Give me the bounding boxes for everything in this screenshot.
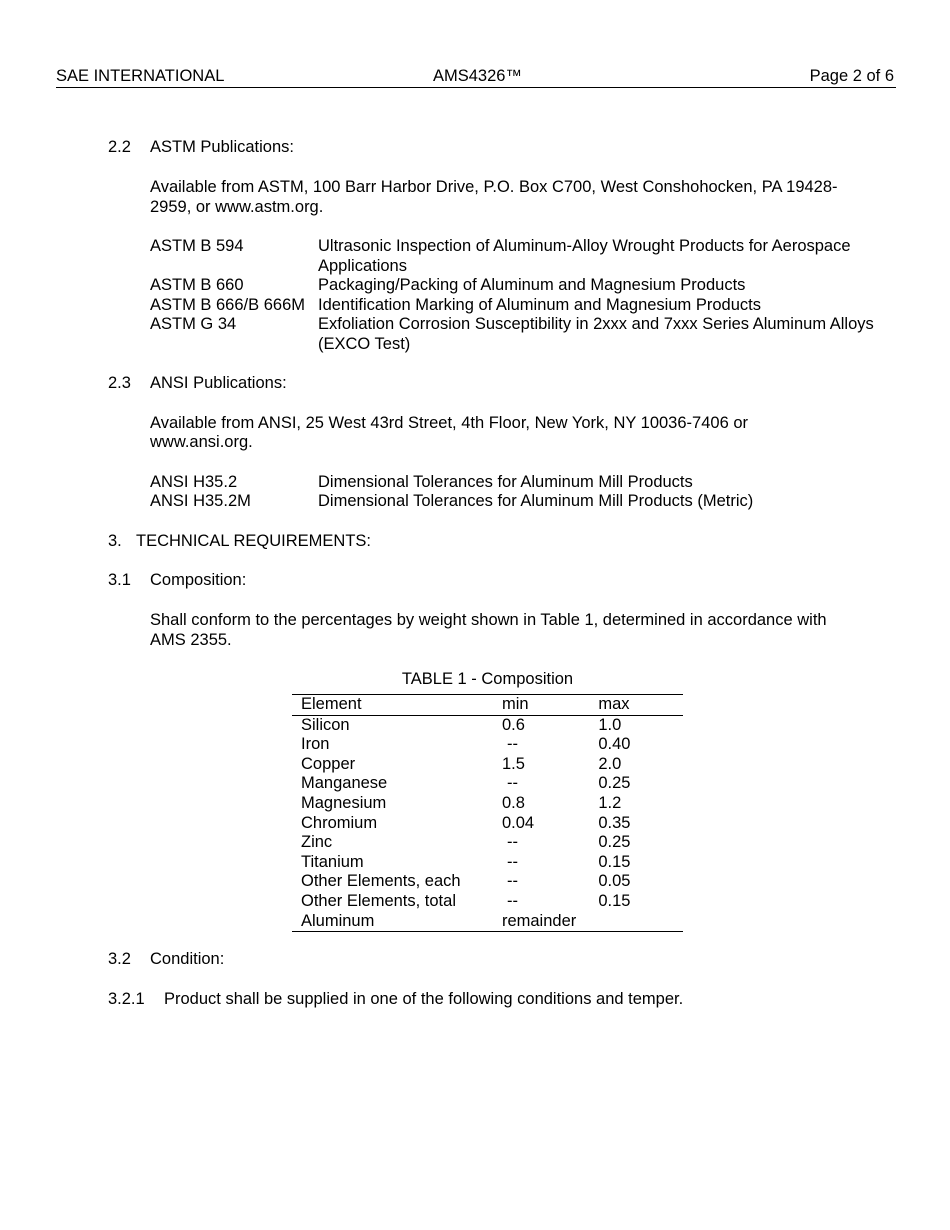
- cell-max: 0.15: [598, 891, 631, 910]
- section-3-2-1-text: Product shall be supplied in one of the following conditions and temper.: [164, 990, 684, 1008]
- cell-max: 0.35: [598, 813, 631, 832]
- composition-table-block: [292, 670, 683, 932]
- cell-min: --: [506, 852, 518, 871]
- cell-min: --: [506, 735, 518, 754]
- header-rule: [56, 87, 896, 88]
- table-row: [292, 755, 683, 775]
- section-3-2-number: 3.2: [108, 950, 131, 968]
- section-2-3-number: 2.3: [108, 374, 131, 392]
- cell-max: 0.40: [598, 735, 631, 754]
- cell-min: 0.8: [501, 793, 525, 812]
- ref-title: Dimensional Tolerances for Aluminum Mill Products: [318, 473, 693, 491]
- table-row: [292, 715, 683, 735]
- composition-table: [292, 694, 683, 932]
- cell-max: 2.0: [598, 754, 622, 773]
- table-row: [292, 794, 683, 814]
- section-3-2-title: Condition:: [150, 950, 225, 968]
- section-3-title: TECHNICAL REQUIREMENTS:: [136, 532, 371, 550]
- cell-max: 0.25: [598, 833, 631, 852]
- cell-element: Manganese: [301, 774, 388, 793]
- ref-title: Identification Marking of Aluminum and Magnesium Products: [318, 296, 761, 314]
- cell-max: [598, 912, 683, 932]
- cell-min: remainder: [501, 911, 577, 930]
- cell-element: Chromium: [301, 813, 378, 832]
- cell-max: 0.05: [598, 872, 631, 891]
- ref-code: ASTM G 34: [150, 315, 237, 333]
- cell-min: --: [506, 833, 518, 852]
- col-header-min: min: [501, 695, 529, 713]
- cell-min: --: [506, 774, 518, 793]
- cell-element: Zinc: [301, 833, 333, 852]
- cell-element: Other Elements, total: [301, 891, 456, 910]
- table-caption: TABLE 1 - Composition: [401, 670, 574, 688]
- ref-code: ANSI H35.2M: [150, 492, 251, 510]
- astm-availability-line1: Available from ASTM, 100 Barr Harbor Drive, P.O. Box C700, West Conshohocken, PA 19428-: [150, 178, 838, 196]
- table-row: [292, 774, 683, 794]
- table-row: [292, 853, 683, 873]
- table-row: [292, 872, 683, 892]
- cell-max: 1.0: [598, 715, 622, 734]
- cell-element: Aluminum: [301, 911, 375, 930]
- cell-max: 0.25: [598, 774, 631, 793]
- section-2-2-title: ASTM Publications:: [150, 138, 294, 156]
- section-3-1-number: 3.1: [108, 571, 131, 589]
- cell-min: 0.04: [501, 813, 535, 832]
- section-2-2-number: 2.2: [108, 138, 131, 156]
- cell-min: --: [506, 891, 518, 910]
- section-3-1-title: Composition:: [150, 571, 247, 589]
- section-2-3-title: ANSI Publications:: [150, 374, 287, 392]
- section-3-number: 3.: [108, 532, 122, 550]
- ansi-availability-line1: Available from ANSI, 25 West 43rd Street, 4th Floor, New York, NY 10036-7406 or: [150, 414, 748, 432]
- ref-code: ASTM B 594: [150, 237, 244, 255]
- ref-title: Exfoliation Corrosion Susceptibility in 2xxx and 7xxx Series Aluminum Alloys (EXCO Test): [318, 315, 874, 353]
- header-org: SAE INTERNATIONAL: [56, 67, 225, 85]
- composition-text-line1: Shall conform to the percentages by weight shown in Table 1, determined in accordance with: [150, 611, 827, 629]
- col-header-element: Element: [301, 695, 362, 713]
- col-header-max: max: [598, 695, 630, 713]
- table-row: [292, 735, 683, 755]
- table-row: [292, 833, 683, 853]
- ref-title: Dimensional Tolerances for Aluminum Mill Products (Metric): [318, 492, 754, 510]
- table-header-row: [292, 695, 683, 716]
- cell-element: Copper: [301, 754, 356, 773]
- table-row: [292, 814, 683, 834]
- cell-element: Other Elements, each: [301, 872, 461, 891]
- table-row: [292, 912, 683, 932]
- ref-code: ASTM B 666/B 666M: [150, 296, 305, 314]
- table-row: [292, 892, 683, 912]
- cell-element: Silicon: [301, 715, 350, 734]
- cell-min: 0.6: [501, 715, 525, 734]
- ref-code: ANSI H35.2: [150, 473, 238, 491]
- cell-min: --: [506, 872, 518, 891]
- ref-title: Packaging/Packing of Aluminum and Magnesium Products: [318, 276, 746, 294]
- header-page-number: Page 2 of 6: [809, 67, 894, 85]
- section-3-2-1-number: 3.2.1: [108, 990, 145, 1008]
- cell-max: 0.15: [598, 852, 631, 871]
- cell-max: 1.2: [598, 793, 622, 812]
- cell-min: 1.5: [501, 754, 525, 773]
- ref-code: ASTM B 660: [150, 276, 244, 294]
- composition-text-line2: AMS 2355.: [150, 631, 232, 649]
- cell-element: Iron: [301, 735, 330, 754]
- astm-availability-line2: 2959, or www.astm.org.: [150, 198, 324, 216]
- cell-element: Titanium: [301, 852, 364, 871]
- table-body: [292, 715, 683, 932]
- header-doc-number: AMS4326™: [433, 67, 522, 85]
- ref-title: Ultrasonic Inspection of Aluminum-Alloy Wrought Products for Aerospace Applications: [318, 237, 851, 275]
- ansi-availability-line2: www.ansi.org.: [150, 433, 253, 451]
- cell-element: Magnesium: [301, 793, 387, 812]
